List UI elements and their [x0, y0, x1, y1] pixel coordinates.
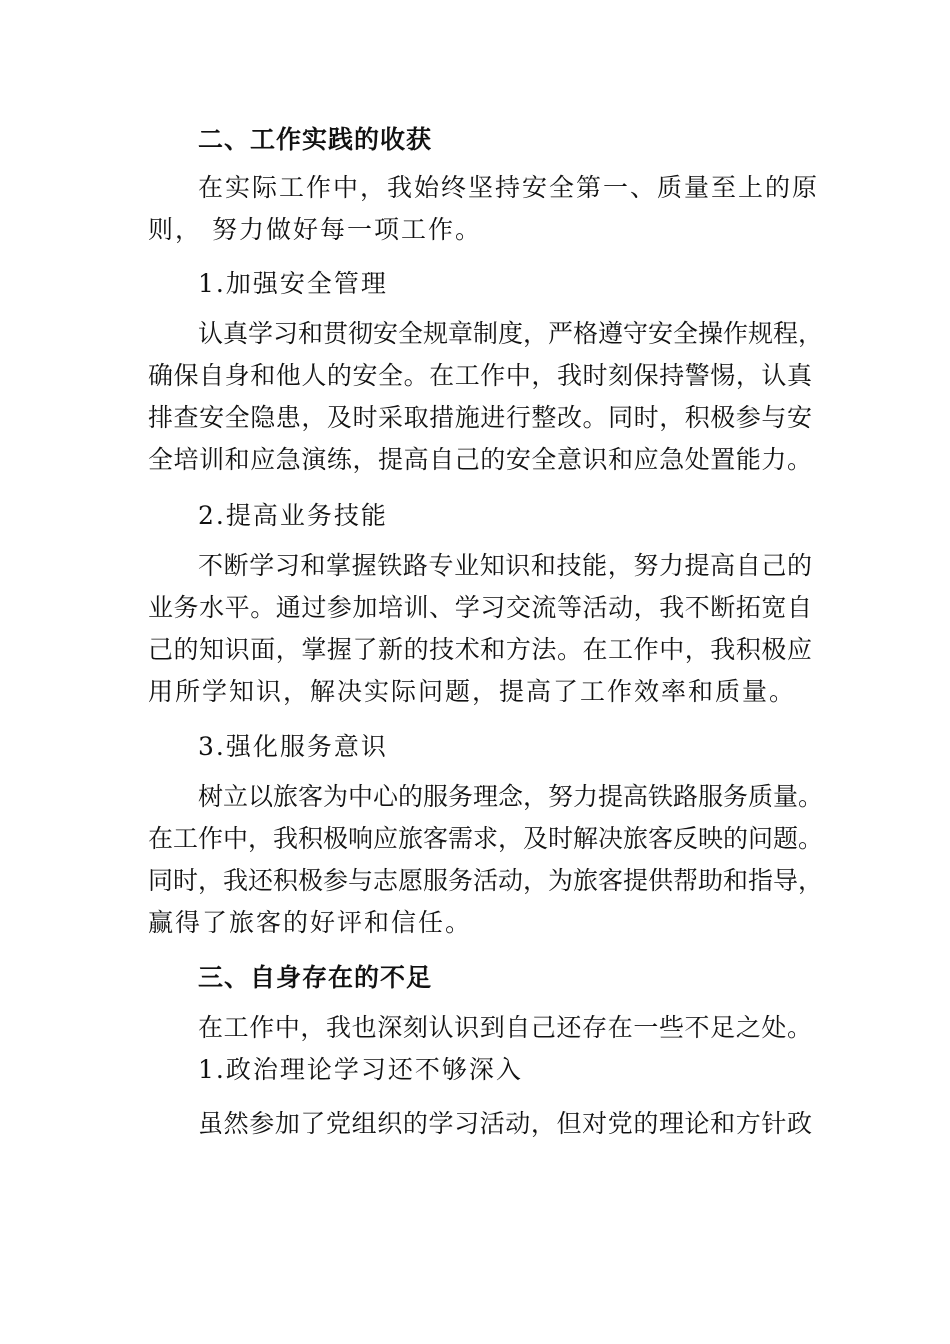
section-heading: 二、工作实践的收获	[198, 125, 433, 154]
paragraph-line: 己的知识面，掌握了新的技术和方法。在工作中，我积极应	[148, 635, 812, 664]
paragraph-line: 赢得了旅客的好评和信任。	[148, 908, 473, 937]
paragraph-line: 确保自身和他人的安全。在工作中，我时刻保持警惕，认真	[148, 361, 812, 390]
paragraph-line: 树立以旅客为中心的服务理念，努力提高铁路服务质量。	[198, 782, 824, 811]
item-title: 1.政治理论学习还不够深入	[198, 1055, 523, 1084]
item-title: 3.强化服务意识	[198, 732, 388, 761]
paragraph-line: 同时，我还积极参与志愿服务活动，为旅客提供帮助和指导，	[148, 866, 824, 895]
paragraph-line: 不断学习和掌握铁路专业知识和技能，努力提高自己的	[198, 551, 812, 580]
paragraph-line: 在工作中，我也深刻认识到自己还存在一些不足之处。	[198, 1013, 812, 1042]
paragraph-line: 则， 努力做好每一项工作。	[148, 215, 482, 244]
paragraph-line: 排查安全隐患，及时采取措施进行整改。同时，积极参与安	[148, 403, 812, 432]
paragraph-line: 在实际工作中，我始终坚持安全第一、质量至上的原	[198, 173, 820, 202]
paragraph-line: 全培训和应急演练，提高自己的安全意识和应急处置能力。	[148, 445, 812, 474]
paragraph-line: 用所学知识，解决实际问题，提高了工作效率和质量。	[148, 677, 797, 706]
paragraph-line: 认真学习和贯彻安全规章制度，严格遵守安全操作规程，	[198, 319, 824, 348]
item-title: 2.提高业务技能	[198, 501, 388, 530]
section-heading: 三、自身存在的不足	[198, 963, 433, 992]
paragraph-line: 在工作中，我积极响应旅客需求，及时解决旅客反映的问题。	[148, 824, 824, 853]
paragraph-line: 业务水平。通过参加培训、学习交流等活动，我不断拓宽自	[148, 593, 812, 622]
item-title: 1.加强安全管理	[198, 269, 388, 298]
paragraph-line: 虽然参加了党组织的学习活动，但对党的理论和方针政	[198, 1109, 812, 1138]
